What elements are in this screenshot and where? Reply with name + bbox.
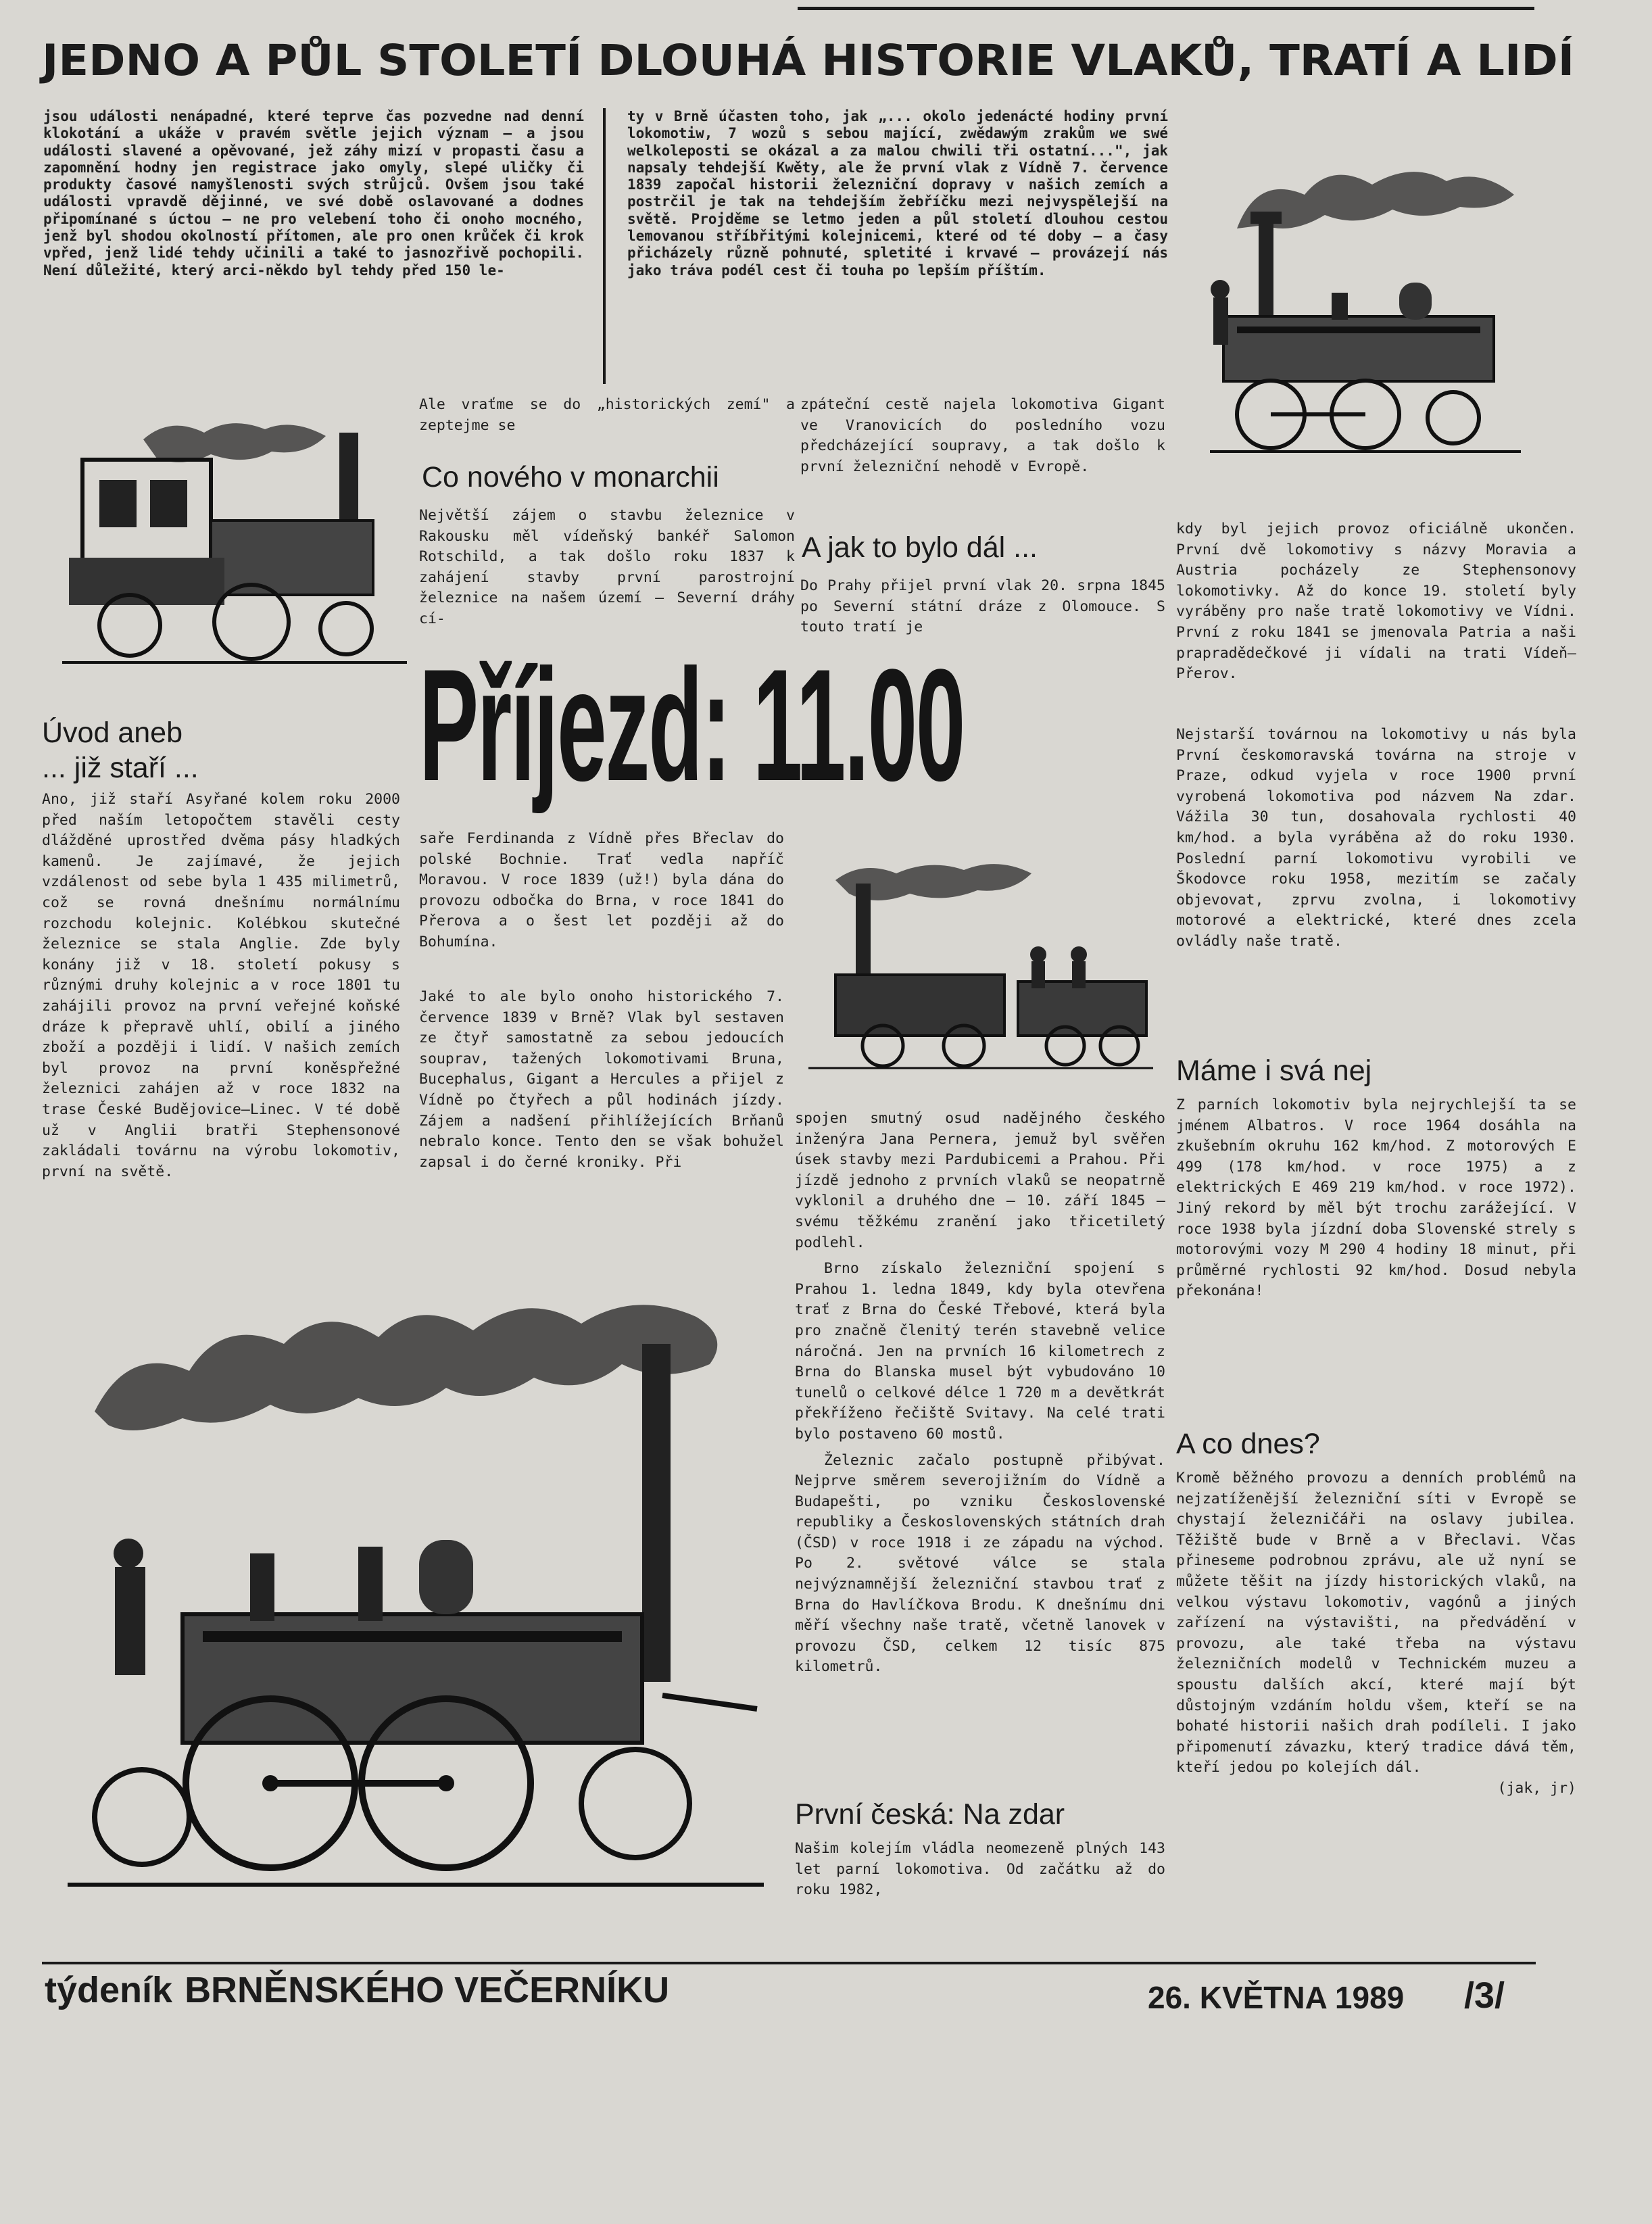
feature-title-arrival: Příjezd: 11.00 xyxy=(419,636,965,815)
page-headline: JEDNO A PŮL STOLETÍ DLOUHÁ HISTORIE VLAKŮ, TRATÍ A LIDÍ xyxy=(42,36,1575,85)
section-body-dal: Do Prahy přijel první vlak 20. srpna 1845 po Severní státní dráze z Olomouce. S touto tratí je xyxy=(800,577,1165,636)
right-column-p2: Nejstarší továrnou na lokomotivy u nás byla První českomoravská továrna na stroje v Praze, odkud vyjela v roce 1900 první vyrobená lokomotiva pod názvem Na zdar. Vážila 30 tun, dosahovala rychlosti 40 km/hod. a byla vyráběna až do roku 1930. Poslední parní lokomotivu vyrobili ve Škodovce roku 1958, mezitím se začaly objevovat, zprvu zvolna, i lokomotivy motorové a elektrické, které dnes zcela ovládly naše tratě. xyxy=(1176,726,1576,950)
steam-locomotive-illustration-top-right xyxy=(1196,147,1528,479)
section-title-nej: Máme i svá nej xyxy=(1176,1055,1372,1087)
section-pernera xyxy=(795,1109,1165,2224)
lead-paragraph-left: jsou události nenápadné, které teprve čas pozvedne nad denní klokotání a ukáže v pravém světle jejich význam — a jsou události slavené a opěvované, jež záhy mizí v propasti času a zapomnění hodny jen registrace jako omyly, slepé uličky či produkty časové namyšlenosti svých strůjců. Ovšem jsou také události vpravdě dějinné, ve své době oslavované a dodnes připomínané s úctou — ne pro velebení toho či onoho mocného, jenž byl shodou okolností přítomen, ale pro onen krůček či krok vpřed, jenž lidé tehdy učinili a také to jasnozřivě pochopili. Není důležité, který arci-někdo byl tehdy před 150 le- xyxy=(43,108,584,279)
steam-locomotive-illustration-middle xyxy=(795,853,1160,1076)
lead-paragraph-right: ty v Brně účasten toho, jak „... okolo jedenácté hodiny první lokomotiw, 7 wozů s sebou mající, zwědawým zrakům we swé welkoleposti se okázal a za malou chwili tři ostatní...", jak napsaly tehdejší Kwěty, ale že první vlak z Vídně 7. července 1839 započal historii železniční dopravy v našich zemích a postrčil je tak na tehdejším žebříčku mezi nejvyspělejší na světě. Projděme se letmo jeden a půl století dlouhou cestou lemovanou stříbřitými kolejnicemi, které od té doby — a časy přicházely různě pohnuté, spletité i krvavé — provázejí nás jako tráva podél cest či touha po lepším příštím. xyxy=(627,108,1168,279)
pernera-p1: spojen smutný osud nadějného českého inženýra Jana Pernera, jemuž byl svěřen úsek stavby mezi Pardubicemi a Prahou. Při jízdě jednoho z prvních vlaků se neopatrně vyklonil a druhého dne — 10. září 1845 — svému těžkému zranění jako třicetiletý podlehl. xyxy=(795,1110,1165,1251)
pernera-p3: Železnic začalo postupně přibývat. Nejprve směrem severojižním do Vídně a Budapešti, po vzniku Československé republiky a Československých státních drah (ČSD) v roce 1918 i ze západu na východ. Po 2. světové válce se stala nejvýznamnější železniční stavbou trať z Brna do Havlíčkova Brodu. K dnešnímu dni měří všechny naše tratě, včetně lanovek v provozu ČSD, celkem 12 tisíc 875 kilometrů. xyxy=(795,1451,1165,1676)
section-title-dnes: A co dnes? xyxy=(1176,1428,1320,1460)
section-body-prvni: Našim kolejím vládla neomezeně plných 143 let parní lokomotiva. Od začátku až do roku 1982, xyxy=(795,1840,1165,1899)
top-rule xyxy=(798,7,1534,10)
section-title-dal: A jak to bylo dál ... xyxy=(802,531,1038,564)
section-intro-return: Ale vraťme se do „historických zemí" a zeptejme se xyxy=(419,396,795,434)
dnes-text: Kromě běžného provozu a denních problémů na nejzatíženější železniční síti v Evropě se chystají železničáři na oslavy jubilea. Těžiště bude v Brně a v Břeclavi. Včas přineseme podrobnou zprávu, ale už nyní se můžete těšit na jízdy historických vlaků, na velkou výstavu lokomotiv, vagónů a jiných zařízení na výstavišti, na předvádění v provozu, ale také třeba na výstavu železničních modelů v Technickém muzeu a spoustu dalších akcí, které mají být důstojným vzdáním holdu všem, kteří se na bohaté historii našich drah podíleli. I jako připomenutí závazku, který tradice dává těm, kteří jedou po kolejích dál. xyxy=(1176,1470,1576,1776)
steam-locomotive-illustration-large xyxy=(68,1263,764,1898)
section-body-monarchie: Největší zájem o stavbu železnice v Rakousku měl vídeňský bankéř Salomon Rotschild, a tak došlo roku 1837 k zahájení stavby první parostrojní železnice na našem území — Severní dráhy cí- xyxy=(419,507,795,627)
steam-locomotive-illustration-top-left xyxy=(62,406,407,676)
right-column-p1: kdy byl jejich provoz oficiálně ukončen. První dvě lokomotivy s názvy Moravia a Austria pocházely ze Stephensonovy lokomotivky. Až do konce 19. století byly vyráběny pro naše tratě lokomotivy ve Vídni. První z roku 1841 se jmenovala Patria a naši prapradědečkové ji vídali na trati Vídeň—Přerov. xyxy=(1176,521,1576,683)
lead-column-divider xyxy=(603,108,606,384)
section-title-uvod-line2: ... již staří ... xyxy=(42,752,199,784)
pernera-p2: Brno získalo železniční spojení s Prahou 1. ledna 1849, kdy byla otevřena trať z Brna do České Třebové, která byla pro značně členitý terén stavebně velice náročná. Jen na prvních 16 kilometrech z Brna do Blanska musel být vybudováno 10 tunelů o celkové délce 1 720 m a devětkrát překříženo řečiště Svitavy. Na celé trati bylo postaveno 60 mostů. xyxy=(795,1260,1165,1443)
section-body-dnes xyxy=(1176,1468,1576,1950)
footer-rule xyxy=(42,1962,1536,1964)
section-body-nej: Z parních lokomotiv byla nejrychlejší ta se jménem Albatros. V roce 1964 dosáhla na zkušebním okruhu 162 km/hod. Z motorových E 499 (178 km/hod. v roce 1975) a z elektrických E 469 219 km/hod. v roce 1972). Jiný rekord by měl být trochu zarážející. V roce 1938 byla jízdní doba Slovenské strely s motorovými vozy M 290 4 hodiny 18 minut, při průměrné rychlosti 92 km/hod. Dosud nebyla překonána! xyxy=(1176,1096,1576,1300)
section-title-prvni: První česká: Na zdar xyxy=(795,1798,1071,1831)
section-body-monarchie-p2: Jaké to ale bylo onoho historického 7. července 1839 v Brně? Vlak byl sestaven ze čtyř samostatně za sebou jedoucích souprav, tažených lokomotivami Bruna, Bucephalus, Gigant a Hercules a přijel z Vídně po čtyřech a půl hodinách jízdy. Zájem a nadšení přihlížejících Brňanů nebralo konce. Tento den se však bohužel zapsal i do černé kroniky. Při xyxy=(419,988,784,1171)
footer-page-number: /3/ xyxy=(1464,1975,1505,2016)
section-title-monarchie: Co nového v monarchii xyxy=(422,461,719,493)
footer-issue-date: 26. KVĚTNA 1989 xyxy=(1148,1980,1405,2015)
footer-weekly: týdeník xyxy=(45,1970,173,2010)
author-signature: (jak, jr) xyxy=(1497,1779,1576,1797)
footer-masthead xyxy=(45,1969,669,2011)
section-body-zpatecni: zpáteční cestě najela lokomotiva Gigant ve Vranovicích do posledního vozu předcházející soupravy, a tak došlo k první železniční nehodě v Evropě. xyxy=(800,396,1165,475)
footer-brand-name: BRNĚNSKÉHO VEČERNÍKU xyxy=(185,1970,670,2010)
section-title-uvod-line1: Úvod aneb xyxy=(42,717,183,749)
section-body-monarchie-cont: saře Ferdinanda z Vídně přes Břeclav do polské Bochnie. Trať vedla napříč Moravou. V roce 1839 (už!) byla dána do provozu odbočka do Brna, v roce 1841 do Přerova a o šest let později až do Bohumína. xyxy=(419,830,784,950)
section-body-uvod: Ano, již staří Asyřané kolem roku 2000 před naším letopočtem stavěli cesty dlážděné uprostřed dvěma pásy hladkých kamenů. Je zajímavé, že jejich vzdálenost od sebe byla 1 435 milimetrů, což se rovná dnešnímu normálnímu rozchodu kolejnic. Kolébkou skutečné železnice se stala Anglie. Zde byly konány již v 18. století pokusy s různými druhy kolejnic a v roce 1801 tu zahájili provoz na první veřejné koňské dráze k přepravě uhlí, obilí a jiného zboží a později i lidí. V našich zemích byl provoz na první koněspřežné železnici zahájen až v roce 1832 na trase České Budějovice—Linec. V té době už v Anglii bratři Stephensonové zakládali továrnu na výrobu lokomotiv, první na světě. xyxy=(42,791,400,1180)
